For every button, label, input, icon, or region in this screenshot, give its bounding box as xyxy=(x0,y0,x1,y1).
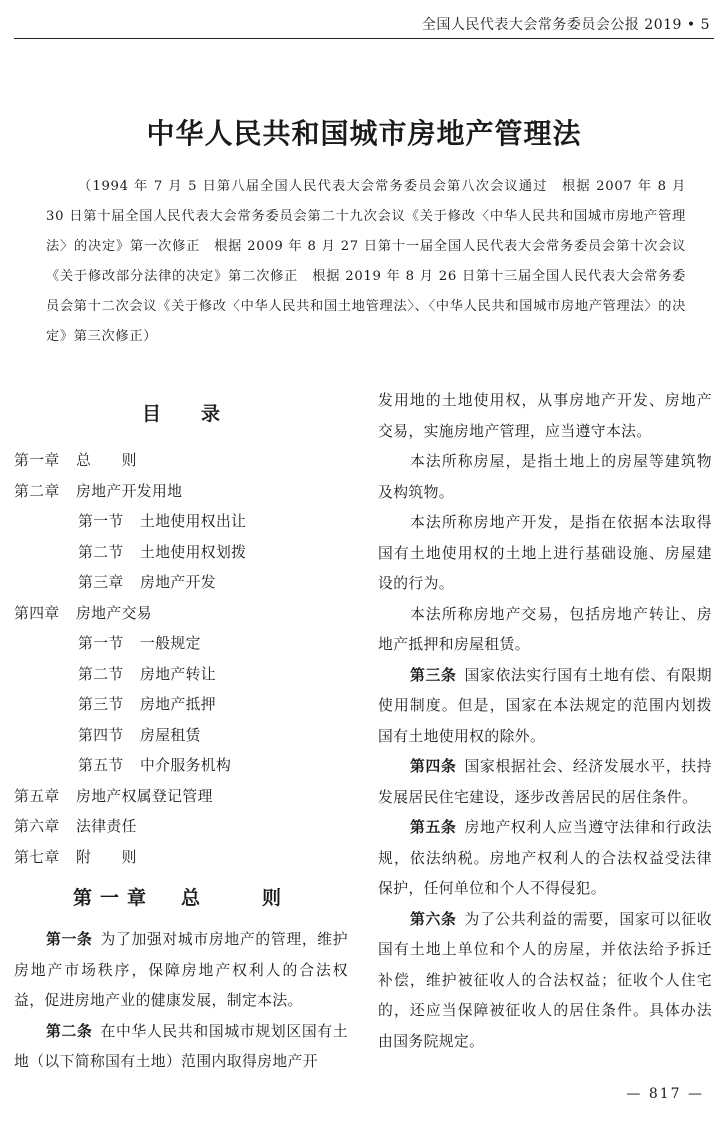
paragraph: 本法所称房屋，是指土地上的房屋等建筑物及构筑物。 xyxy=(378,453,712,501)
toc-item: 第五章 房地产权属登记管理 xyxy=(14,787,213,805)
article-label: 第一条 xyxy=(46,931,93,948)
toc-item: 第五节 中介服务机构 xyxy=(78,757,232,774)
toc-item: 第三节 房地产抵押 xyxy=(78,696,216,713)
toc-item: 第四节 房屋租赁 xyxy=(78,726,201,744)
article-1: 第一条 为了加强对城市房地产的管理，维护房地产市场秩序，保障房地产权利人的合法权益，促进房地产业的健康发展，制定本法。 xyxy=(14,931,348,1009)
page-header xyxy=(14,6,714,39)
article-3: 第三条 国家依法实行国有土地有偿、有限期使用制度。但是，国家在本法规定的范围内划拨国有土地使用权的除外。 xyxy=(378,666,712,745)
article-6: 第六条 为了公共利益的需要，国家可以征收国有土地上单位和个人的房屋，并依法给予拆迁补偿，维护被征收人的合法权益；征收个人住宅的，还应当保障被征收人的居住条件。具体办法由国务院规定。 xyxy=(378,910,712,1050)
toc-item: 第二节 土地使用权划拨 xyxy=(78,543,247,561)
toc-item: 第一章 总 则 xyxy=(14,452,137,469)
article-label: 第三条 xyxy=(410,666,457,684)
article-label: 第六条 xyxy=(410,910,457,928)
toc-item: 第一节 土地使用权出让 xyxy=(78,513,247,530)
page-number: — 817 — xyxy=(626,1086,704,1102)
article-2-continued: 发用地的土地使用权，从事房地产开发、房地产交易，实施房地产管理，应当遵守本法。 xyxy=(378,392,712,440)
paragraph: 本法所称房地产交易，包括房地产转让、房地产抵押和房屋租赁。 xyxy=(378,605,712,653)
article-label: 第二条 xyxy=(46,1022,93,1040)
table-of-contents xyxy=(14,446,348,873)
preamble: （1994 年 7 月 5 日第八届全国人民代表大会常务委员会第八次会议通过 根据 2007 年 8 月 30 日第十届全国人民代表大会常务委员会第二十九次会议《关于修改〈中华人民共和国城市房地产管理法〉的决定》第一次修正 根据 2009 年 8 月 27 日第十一届全国人民代表大会常务委员会第十次会议《关于修改部分法律的决定》第二次修正 根据 2019 年 8 月 26 日第十三届全国人民代表大会常务委员会第十二次会议《关于修改〈中华人民共和国土地管理法〉、〈中华人民共和国城市房地产管理法〉的决定》第三次修正） xyxy=(46,179,686,344)
chapter-heading: 第一章 总 则 xyxy=(72,887,289,909)
header-text: 全国人民代表大会常务委员会公报 2019 • 5 xyxy=(421,17,710,33)
left-column xyxy=(14,386,348,1078)
toc-item: 第四章 房地产交易 xyxy=(14,604,152,622)
toc-item: 第一节 一般规定 xyxy=(78,635,201,652)
paragraph: 本法所称房地产开发，是指在依据本法取得国有土地使用权的土地上进行基础设施、房屋建设的行为。 xyxy=(378,514,712,592)
toc-item: 第二章 房地产开发用地 xyxy=(14,482,183,500)
article-5: 第五条 房地产权利人应当遵守法律和行政法规，依法纳税。房地产权利人的合法权益受法律保护，任何单位和个人不得侵犯。 xyxy=(378,819,712,897)
article-2: 第二条 在中华人民共和国城市规划区国有土地（以下简称国有土地）范围内取得房地产开 xyxy=(14,1022,348,1070)
toc-item: 第二节 房地产转让 xyxy=(78,665,216,683)
article-4: 第四条 国家根据社会、经济发展水平，扶持发展居民住宅建设，逐步改善居民的居住条件。 xyxy=(378,758,712,806)
toc-item: 第六章 法律责任 xyxy=(14,818,137,835)
document-title: 中华人民共和国城市房地产管理法 xyxy=(146,117,582,150)
toc-item: 第七章 附 则 xyxy=(14,848,137,866)
article-label: 第五条 xyxy=(410,819,457,836)
article-label: 第四条 xyxy=(410,758,457,775)
toc-heading: 目录 xyxy=(141,403,260,425)
toc-item: 第三章 房地产开发 xyxy=(78,574,216,591)
right-column xyxy=(378,386,712,1057)
